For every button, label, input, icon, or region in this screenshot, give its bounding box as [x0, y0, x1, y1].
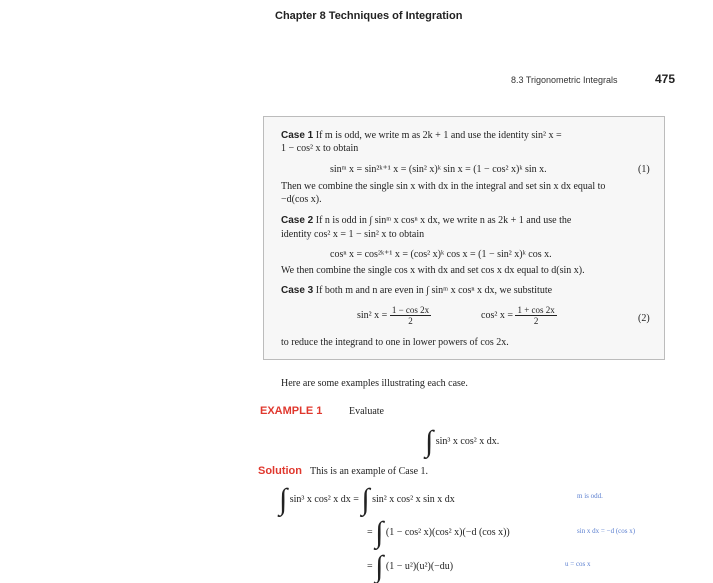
case3-cos-denominator: 2: [533, 316, 539, 326]
example-instruction: Evaluate: [349, 406, 384, 417]
case3-sin-denominator: 2: [408, 316, 413, 326]
step1-rhs: sin² x cos² x sin x dx: [372, 494, 455, 505]
case3-eq-number: (2): [638, 313, 650, 324]
case2-line1: [281, 215, 571, 227]
case2-text1: If n is odd in ∫ sinᵐ x cosⁿ x dx, we write n as 2k + 1 and use the: [315, 215, 572, 226]
case3-cos-equation: [481, 305, 557, 326]
case1-label: Case 1: [281, 130, 314, 141]
case1-eq-number: (1): [638, 164, 650, 175]
step2-note: sin x dx = −d (cos x): [577, 527, 636, 535]
case3-sin-lhs: sin² x =: [357, 309, 388, 321]
case2-label: Case 2: [281, 215, 314, 226]
solution-step-2: = ∫ (1 − cos² x)(cos² x)(−d (cos x)): [367, 516, 510, 549]
solution-line: [258, 461, 428, 479]
page-number: 475: [655, 72, 676, 86]
case3-line1: [281, 285, 552, 297]
integral-sign-icon: ∫: [375, 550, 384, 583]
case1-line1: [281, 130, 562, 142]
intro-text: Here are some examples illustrating each case.: [281, 378, 468, 389]
case3-cos-numerator: 1 + cos 2x: [517, 305, 555, 315]
section-title: 8.3 Trigonometric Integrals: [511, 75, 618, 85]
solution-step-3: = ∫ (1 − u²)(u²)(−du): [367, 550, 454, 583]
step1-lhs: sin³ x cos² x dx: [289, 494, 351, 505]
case3-sin-numerator: 1 − cos 2x: [391, 305, 430, 315]
case1-line3: Then we combine the single sin x with dx in the integral and set sin x dx equal to: [281, 181, 606, 192]
solution-step-1: ∫ sin³ x cos² x dx = ∫ sin² x cos² x sin x dx: [279, 483, 455, 516]
case1-line4: −d(cos x).: [281, 194, 322, 205]
integral-sign-icon: ∫: [361, 483, 370, 516]
chapter-title: Chapter 8 Techniques of Integration: [275, 10, 463, 22]
integral-sign-icon: ∫: [375, 516, 384, 549]
example-integrand: sin³ x cos² x dx.: [435, 436, 500, 447]
step3-note: u = cos x: [565, 560, 591, 568]
integral-sign-icon: ∫: [279, 483, 288, 516]
solution-label: Solution: [258, 465, 302, 477]
case2-line2: identity cos² x = 1 − sin² x to obtain: [281, 229, 425, 240]
case1-equation: sinᵐ x = sin²ᵏ⁺¹ x = (sin² x)ᵏ sin x = (1 − cos² x)ᵏ sin x.: [330, 164, 547, 175]
case3-sin-equation: [357, 305, 431, 326]
case3-cos-fraction: [515, 305, 556, 326]
step1-note: m is odd.: [577, 492, 603, 500]
case3-cos-lhs: cos² x =: [481, 309, 513, 321]
case3-sin-fraction: [390, 305, 431, 326]
case2-equation: cosⁿ x = cos²ᵏ⁺¹ x = (cos² x)ᵏ cos x = (1 − sin² x)ᵏ cos x.: [330, 249, 552, 260]
case1-line2: 1 − cos² x to obtain: [281, 143, 359, 154]
step3-rhs: (1 − u²)(u²)(−du): [385, 561, 454, 572]
example-label: EXAMPLE 1: [260, 405, 323, 417]
example-integral: [425, 425, 500, 458]
case3-line2: to reduce the integrand to one in lower powers of cos 2x.: [281, 337, 509, 348]
case3-text1: If both m and n are even in ∫ sinᵐ x cosⁿ x dx, we substitute: [315, 285, 553, 296]
case2-line3: We then combine the single cos x with dx and set cos x dx equal to d(sin x).: [281, 265, 585, 276]
case1-text1: If m is odd, we write m as 2k + 1 and use the identity sin² x =: [315, 130, 562, 141]
step2-rhs: (1 − cos² x)(cos² x)(−d (cos x)): [385, 527, 510, 538]
solution-text: This is an example of Case 1.: [310, 466, 429, 477]
integral-sign-icon: ∫: [425, 425, 434, 458]
case3-label: Case 3: [281, 285, 314, 296]
